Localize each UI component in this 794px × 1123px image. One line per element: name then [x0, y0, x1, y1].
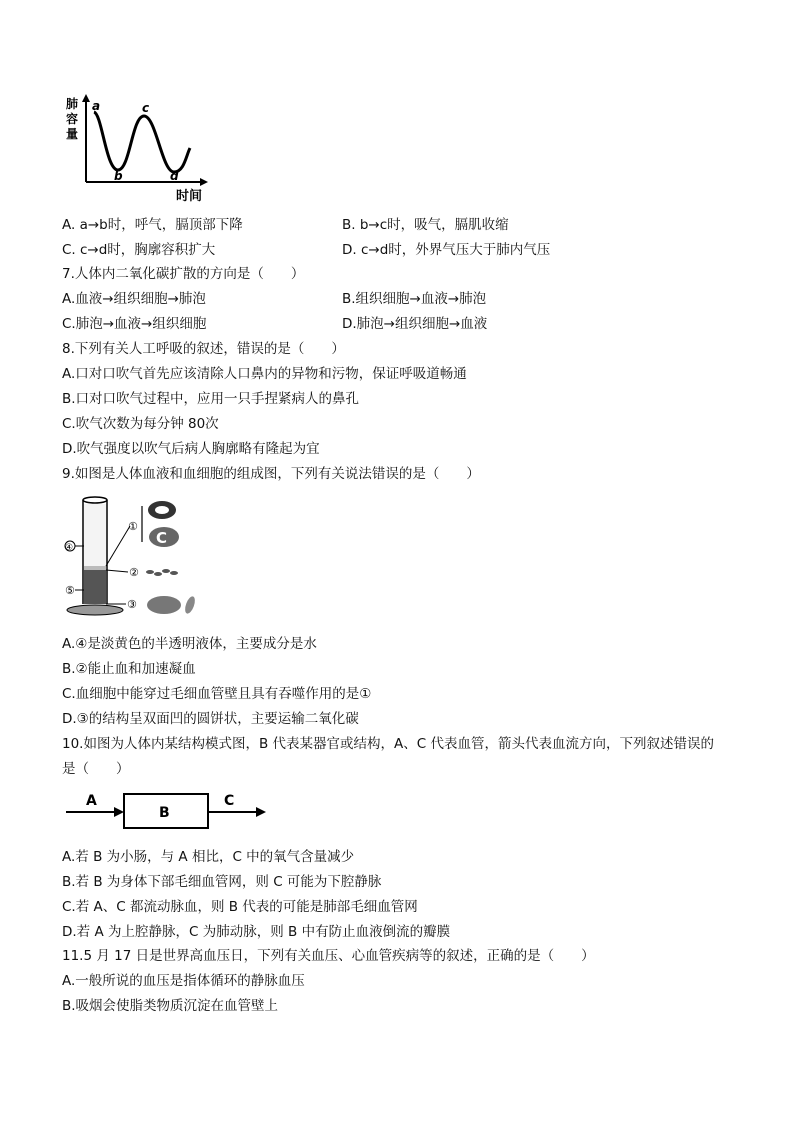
label-3: ③: [127, 598, 137, 611]
graph-ylabel-3: 量: [66, 127, 79, 141]
q9-option-b: B.②能止血和加速凝血: [62, 661, 196, 677]
label-2: ②: [129, 566, 139, 579]
q10-option-d: D.若 A 为上腔静脉，C 为肺动脉，则 B 中有防止血液倒流的瓣膜: [62, 924, 451, 940]
tube-buffy-coat: [84, 566, 106, 570]
graph-y-arrow: [82, 94, 90, 102]
graph-point-d: d: [170, 169, 179, 183]
organ-flow-figure: [62, 786, 272, 834]
graph-point-c: c: [142, 101, 150, 115]
tube-plasma: [84, 504, 106, 566]
q7-option-d: D.肺泡→组织细胞→血液: [342, 316, 488, 332]
q8-option-d: D.吹气强度以吹气后病人胸廓略有隆起为宜: [62, 441, 320, 457]
q7-option-c: C.肺泡→血液→组织细胞: [62, 316, 207, 332]
tube-top: [83, 497, 107, 503]
white-cell-2-nucleus: C: [156, 529, 168, 547]
q6-option-d: D. c→d时，外界气压大于肺内气压: [342, 242, 551, 258]
q8-option-a: A.口对口吹气首先应该清除人口鼻内的异物和污物，保证呼吸道畅通: [62, 366, 467, 382]
q9-stem: 9.如图是人体血液和血细胞的组成图，下列有关说法错误的是（ ）: [62, 466, 480, 482]
structure-b-label: B: [159, 805, 170, 821]
white-cell-1-nucleus: [155, 506, 169, 514]
q9-option-c: C.血细胞中能穿过毛细血管壁且具有吞噬作用的是①: [62, 686, 372, 702]
q10-stem-line1: 10.如图为人体内某结构模式图，B 代表某器官或结构，A、C 代表血管，箭头代表血流方向，下列叙述错误的: [62, 736, 714, 752]
tube-base: [67, 605, 123, 615]
q10-stem-line2: 是（ ）: [62, 761, 130, 777]
graph-point-a: a: [92, 99, 101, 113]
q8-stem: 8.下列有关人工呼吸的叙述，错误的是（ ）: [62, 341, 345, 357]
q10-option-b: B.若 B 为身体下部毛细血管网，则 C 可能为下腔静脉: [62, 874, 382, 890]
label-1: ①: [128, 520, 138, 533]
lung-volume-graph: [62, 92, 214, 210]
q11-option-b: B.吸烟会使脂类物质沉淀在血管壁上: [62, 998, 279, 1014]
label-2-pointer: [106, 570, 128, 572]
q7-option-b: B.组织细胞→血液→肺泡: [342, 291, 487, 307]
graph-curve: [94, 112, 190, 172]
vessel-c-label: C: [224, 793, 235, 809]
vessel-a-arrow: [114, 807, 124, 817]
q8-option-c: C.吹气次数为每分钟 80次: [62, 416, 219, 432]
q7-option-a: A.血液→组织细胞→肺泡: [62, 291, 206, 307]
q6-option-a: A. a→b时，呼气，膈顶部下降: [62, 217, 243, 233]
vessel-c-arrow: [256, 807, 266, 817]
platelets: [146, 569, 178, 576]
blood-composition-figure: [62, 492, 202, 624]
q8-option-b: B.口对口吹气过程中，应用一只手捏紧病人的鼻孔: [62, 391, 360, 407]
graph-ylabel-2: 容: [66, 112, 79, 126]
vessel-a-label: A: [86, 793, 97, 809]
q7-stem: 7.人体内二氧化碳扩散的方向是（ ）: [62, 266, 305, 282]
red-cell-side: [183, 595, 197, 615]
red-cell-face: [147, 596, 181, 614]
tube-red-cells: [84, 570, 106, 604]
q9-option-d: D.③的结构呈双面凹的圆饼状，主要运输二氧化碳: [62, 711, 359, 727]
graph-ylabel-1: 肺: [66, 97, 79, 111]
q10-option-c: C.若 A、C 都流动脉血，则 B 代表的可能是肺部毛细血管网: [62, 899, 418, 915]
q6-option-c: C. c→d时，胸廓容积扩大: [62, 242, 216, 258]
graph-x-arrow: [200, 178, 208, 186]
q9-option-a: A.④是淡黄色的半透明液体，主要成分是水: [62, 636, 317, 652]
q10-option-a: A.若 B 为小肠，与 A 相比，C 中的氧气含量减少: [62, 849, 355, 865]
q11-stem: 11.5 月 17 日是世界高血压日，下列有关血压、心血管疾病等的叙述，正确的是（ ）: [62, 948, 595, 964]
label-4: ④: [65, 543, 74, 553]
q11-option-a: A.一般所说的血压是指体循环的静脉血压: [62, 973, 305, 989]
label-1-pointer: [106, 526, 130, 566]
q6-option-b: B. b→c时，吸气，膈肌收缩: [342, 217, 509, 233]
label-5: ⑤: [65, 584, 75, 597]
graph-point-b: b: [114, 169, 123, 183]
graph-xlabel: 时间: [176, 189, 203, 204]
